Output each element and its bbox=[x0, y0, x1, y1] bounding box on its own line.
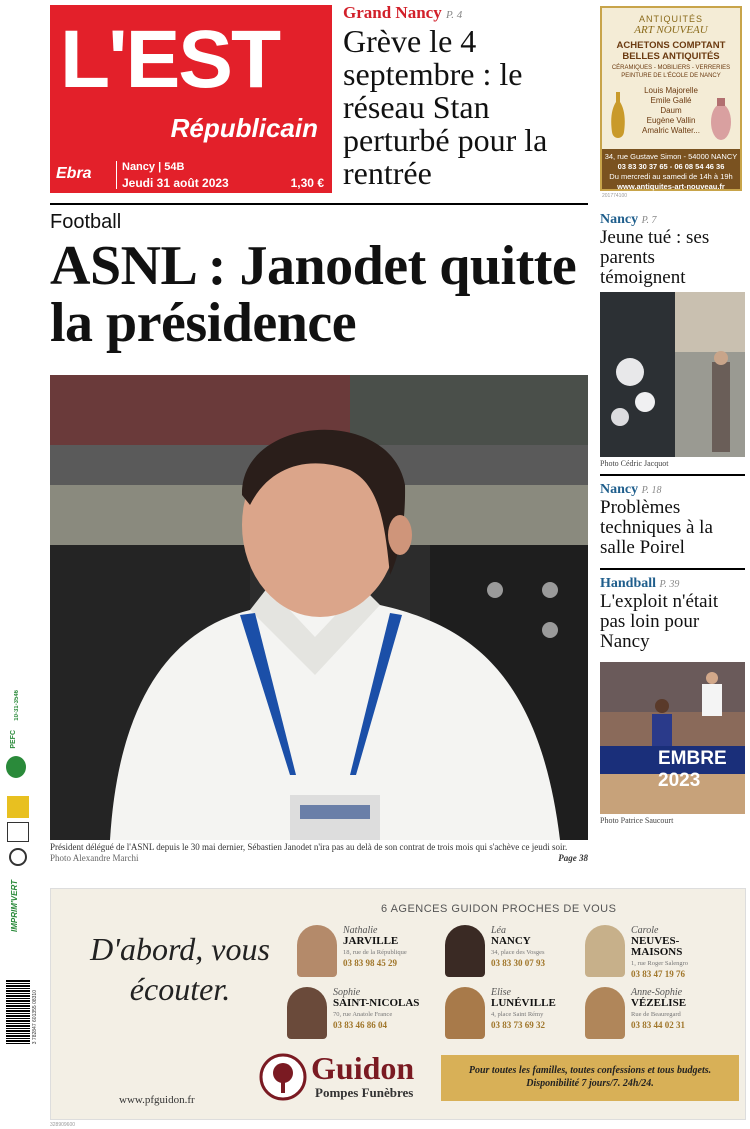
guidon-url[interactable]: www.pfguidon.fr bbox=[119, 1094, 195, 1106]
masthead-subtitle: Républicain bbox=[170, 113, 318, 143]
page-ref: Page 38 bbox=[558, 853, 588, 863]
portrait-image bbox=[50, 375, 588, 840]
ad-names: Louis Majorelle Emile Gallé Daum Eugène Vallin Amalric Walter... bbox=[642, 86, 700, 135]
antiques-ad[interactable] bbox=[600, 6, 742, 191]
ad-brand-top: ANTIQUITÉS bbox=[638, 14, 703, 24]
agency-card: Nathalie JARVILLE 18, rue de la République 03 83 98 45 29 bbox=[297, 925, 437, 981]
side-headline[interactable]: L'exploit n'était pas loin pour Nancy bbox=[600, 591, 719, 652]
side-column bbox=[600, 212, 745, 825]
agency-card: Sophie SAINT-NICOLAS 70, rue Anatole France 03 83 46 86 04 bbox=[287, 987, 427, 1043]
divider bbox=[116, 161, 117, 189]
avatar bbox=[585, 925, 625, 977]
tree-icon bbox=[259, 1053, 307, 1101]
side-story-2[interactable] bbox=[600, 482, 745, 558]
ad-subline: CÉRAMIQUES - MOBILIERS - VERRERIES PEINTURE DE L'ÉCOLE DE NANCY bbox=[611, 65, 731, 79]
triman-icon bbox=[9, 848, 27, 866]
top-story[interactable] bbox=[343, 3, 593, 190]
side-kicker: Nancy P. 7 bbox=[600, 212, 657, 227]
page-ref: P. 4 bbox=[445, 9, 463, 21]
side-headline[interactable]: Problèmes techniques à la salle Poirel bbox=[600, 497, 713, 558]
lead-photo[interactable] bbox=[50, 375, 588, 840]
left-strip bbox=[4, 690, 38, 1050]
photo-credit: Photo Patrice Saucourt bbox=[600, 816, 674, 825]
divider bbox=[50, 203, 588, 205]
side-story-3[interactable] bbox=[600, 576, 745, 825]
lead-headline[interactable]: ASNL : Janodet quitte la présidence bbox=[50, 235, 577, 354]
lead-caption: Président délégué de l'ASNL depuis le 30 mai dernier, Sébastien Janodet n'ira pas au delà de son contrat de trois mois qui s'achève ce jeudi soir. Photo Alexandre Marchi Page 38 bbox=[50, 842, 588, 863]
pefc-label: PEFC bbox=[10, 730, 17, 749]
masthead-bar bbox=[50, 157, 332, 193]
divider bbox=[600, 568, 745, 570]
ad-slogan: D'abord, vous écouter. bbox=[90, 931, 270, 1007]
guidon-logo[interactable] bbox=[259, 1051, 439, 1103]
masthead-logo: L'EST bbox=[60, 14, 280, 105]
agency-card: Anne-Sophie VÉZELISE Rue de Beauregard 03 83 44 02 31 bbox=[585, 987, 725, 1043]
side-kicker: Nancy P. 18 bbox=[600, 482, 662, 497]
agency-card: Carole NEUVES-MAISONS 1, rue Roger Salengro 03 83 47 19 76 bbox=[585, 925, 725, 981]
ad-banner: Pour toutes les familles, toutes confessions et tous budgets. Disponibilité 7 jours/7. 24h/24. bbox=[441, 1055, 739, 1101]
guidon-brand: Guidon bbox=[311, 1050, 415, 1086]
agency-card: Léa NANCY 34, place des Vosges 03 83 30 07 93 bbox=[445, 925, 585, 981]
issue-date: Jeudi 31 août 2023 bbox=[122, 176, 229, 190]
handball-photo bbox=[600, 662, 745, 814]
ad-code: 201774100 bbox=[602, 193, 628, 199]
avatar bbox=[585, 987, 625, 1039]
pefc-code: 10-31-3546 bbox=[14, 690, 20, 721]
avatar bbox=[445, 925, 485, 977]
divider bbox=[600, 474, 745, 476]
top-story-kicker: Grand Nancy P. 4 bbox=[343, 3, 463, 22]
avatar bbox=[287, 987, 327, 1039]
price: 1,30 € bbox=[290, 176, 324, 190]
lead-kicker: Football bbox=[50, 211, 122, 233]
photo-credit: Photo Cédric Jacquot bbox=[600, 459, 669, 468]
top-story-headline[interactable]: Grève le 4 septembre : le réseau Stan perturbé pour la rentrée bbox=[343, 23, 548, 191]
ad-website[interactable]: www.antiquites-art-nouveau.fr bbox=[617, 182, 725, 191]
guidon-ad[interactable] bbox=[50, 888, 746, 1120]
pefc-logo-icon bbox=[6, 756, 26, 778]
edition: Nancy | 54B bbox=[122, 161, 185, 173]
imprimvert-label: IMPRIM'VERT bbox=[10, 880, 19, 932]
guidon-brand-sub: Pompes Funèbres bbox=[315, 1085, 414, 1100]
avatar bbox=[445, 987, 485, 1039]
agencies-title: 6 AGENCES GUIDON PROCHES DE VOUS bbox=[381, 903, 617, 915]
group-logo: Ebra bbox=[56, 165, 92, 182]
ad-code: 328909600 bbox=[50, 1122, 76, 1128]
recycle-icon bbox=[7, 796, 29, 818]
avatar bbox=[297, 925, 337, 977]
photo-credit: Photo Alexandre Marchi bbox=[50, 853, 139, 863]
journal-icon bbox=[7, 822, 29, 842]
vase-icon bbox=[610, 92, 626, 144]
masthead[interactable] bbox=[50, 5, 332, 193]
photo-banner: EMBRE 2023 bbox=[658, 748, 727, 791]
side-story-1[interactable] bbox=[600, 212, 745, 468]
ad-footer: 34, rue Gustave Simon - 54000 NANCY 03 83 30 37 65 - 06 08 54 46 36 Du mercredi au samedi de 14h à 19h www.antiquites-art-nouveau.fr bbox=[602, 149, 740, 189]
vase-icon bbox=[710, 92, 732, 144]
agency-card: Elise LUNÉVILLE 4, place Saint Rémy 03 83 73 69 32 bbox=[445, 987, 585, 1043]
barcode bbox=[6, 980, 30, 1044]
ad-brand-name: ART NOUVEAU bbox=[634, 24, 708, 36]
ad-headline: ACHETONS COMPTANT BELLES ANTIQUITÉS bbox=[616, 40, 726, 62]
barcode-number: 3 782847 601355 08310 bbox=[32, 990, 38, 1045]
side-kicker: Handball P. 39 bbox=[600, 576, 680, 591]
memorial-photo bbox=[600, 292, 745, 457]
side-headline[interactable]: Jeune tué : ses parents témoignent bbox=[600, 227, 710, 288]
